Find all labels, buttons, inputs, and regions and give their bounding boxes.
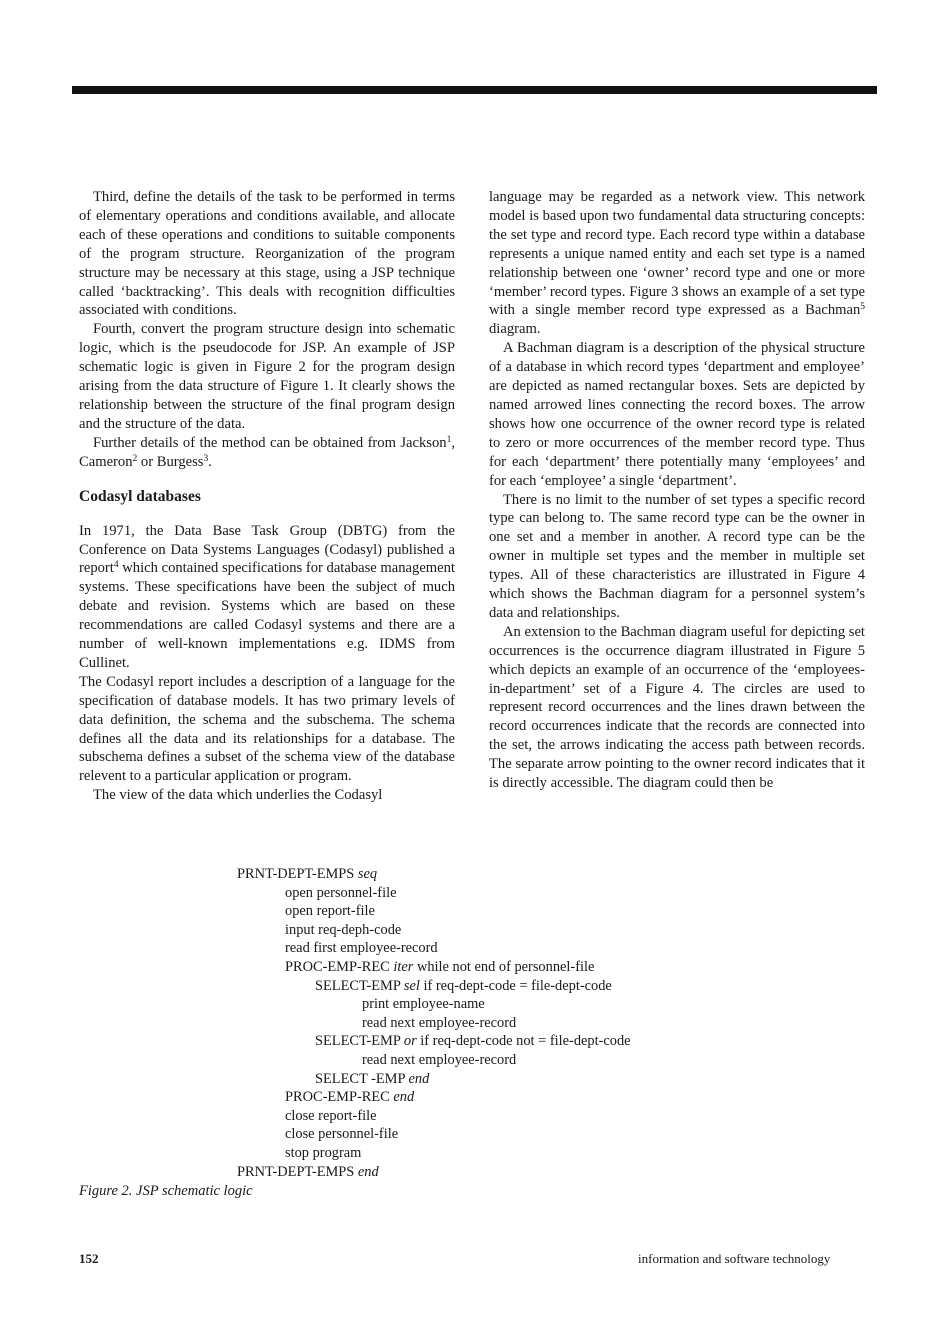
- journal-name: information and software technology: [638, 1251, 831, 1266]
- paragraph: language may be regarded as a network view. This network model is based upon two fundamental data structuring concepts: the set type and record type. Each record type within a database represents a unique named entity and each set type is a named relationship between one ‘owner’ record type and one or more ‘member’ record types. Figure 3 shows an example of a set type with a single member record type expressed as a Bachman$^5$ diagram.: [489, 189, 865, 338]
- left-column: [79, 188, 455, 805]
- code-line: read next employee-record: [362, 1052, 517, 1068]
- reference-marker: 1: [446, 434, 452, 445]
- code-line: print employee-name: [362, 996, 485, 1013]
- reference-marker: 2: [132, 453, 138, 464]
- paragraph: The view of the data which underlies the Codasyl: [93, 787, 383, 804]
- reference-marker: 4: [113, 560, 119, 571]
- code-line: SELECT -EMP end: [315, 1070, 430, 1087]
- code-line: PROC-EMP-REC iter while not end of personnel-file: [285, 959, 595, 975]
- code-line: stop program: [285, 1145, 362, 1161]
- code-line: open report-file: [285, 903, 375, 920]
- code-line: close personnel-file: [285, 1126, 399, 1143]
- paragraph: Fourth, convert the program structure design into schematic logic, which is the pseudocode for JSP. An example of JSP schematic logic is given in Figure 2 for the program design arising from the data structure of Figure 1. It clearly shows the relationship between the structure of the final program design and the structure of the data.: [79, 321, 455, 432]
- page-number: 152: [79, 1251, 99, 1266]
- code-line: input req-deph-code: [285, 921, 402, 938]
- paragraph: An extension to the Bachman diagram useful for depicting set occurrences is the occurrence diagram illustrated in Figure 5 which depicts an example of an occurrence of the ‘employees-in-department’ set of a Figure 4. The circles are used to represent record occurrences and the lines drawn between the record occurrences indicate that the records are connected into the set, the arrows indicating the access path between records. The separate arrow pointing to the owner record indicates that it is directly accessible. The diagram could then be: [489, 623, 865, 792]
- code-line: PRNT-DEPT-EMPS seq: [237, 866, 378, 882]
- paragraph: The Codasyl report includes a description of a language for the specification of database models. It has two primary levels of data definition, the schema and the subschema. The schema defines all the data and its relationships for a database. The subschema defines a subset of the schema view of the database relevent to a particular application or program.: [79, 673, 455, 785]
- reference-marker: 3: [203, 453, 209, 464]
- paragraph: There is no limit to the number of set types a specific record type can belong to. The same record type can be the owner in one set and a member in another. A record type can be the owner in multiple set types and the member in multiple set types. All of these characteristics are illustrated in Figure 4 which shows the Bachman diagram for a personnel system’s data and relationships.: [489, 491, 865, 621]
- paragraph: Further details of the method can be obtained from Jackson$^1$, Cameron$^2$ or Burgess$^3$.: [79, 434, 455, 470]
- paragraph: In 1971, the Data Base Task Group (DBTG) from the Conference on Data Systems Languages (Codasyl) published a report$^4$ which contained specifications for database management systems. These specifications have been the subject of much debate and revision. Systems which are based on these recommendations are called Codasyl systems and there are a number of well-known implementations e.g. IDMS from Cullinet.: [79, 522, 455, 671]
- paragraph: Third, define the details of the task to be performed in terms of elementary operations and conditions available, and allocate each of these operations and conditions to suitable components of the program structure. Reorganization of the program structure may be necessary at this stage, using a JSP technique called ‘backtracking’. This deals with recognition difficulties associated with conditions.: [79, 189, 455, 319]
- figure-caption: Figure 2. JSP schematic logic: [79, 1183, 253, 1199]
- code-line: read first employee-record: [285, 940, 438, 957]
- code-line: close report-file: [285, 1107, 377, 1124]
- section-heading: Codasyl databases: [79, 487, 201, 505]
- paragraph: A Bachman diagram is a description of the physical structure of a database in which record types ‘department and employee’ are depicted as named rectangular boxes. Sets are depicted by named arrowed lines connecting the record boxes. The arrow shows how one occurrence of the owner record type is related to zero or more occurrences of the member record type. Thus for each ‘department’ there potentially many ‘employees’ and for each ‘employee’ a single ‘department’.: [489, 340, 865, 489]
- right-column: [489, 188, 865, 793]
- code-line: SELECT-EMP sel if req-dept-code = file-dept-code: [315, 977, 612, 994]
- header-rule: [72, 86, 877, 94]
- reference-marker: 5: [860, 302, 865, 313]
- code-line: PROC-EMP-REC end: [285, 1089, 415, 1106]
- code-line: SELECT-EMP or if req-dept-code not = file-dept-code: [315, 1033, 631, 1050]
- code-line: PRNT-DEPT-EMPS end: [237, 1163, 379, 1180]
- code-line: read next employee-record: [362, 1014, 517, 1031]
- code-line: open personnel-file: [285, 884, 397, 901]
